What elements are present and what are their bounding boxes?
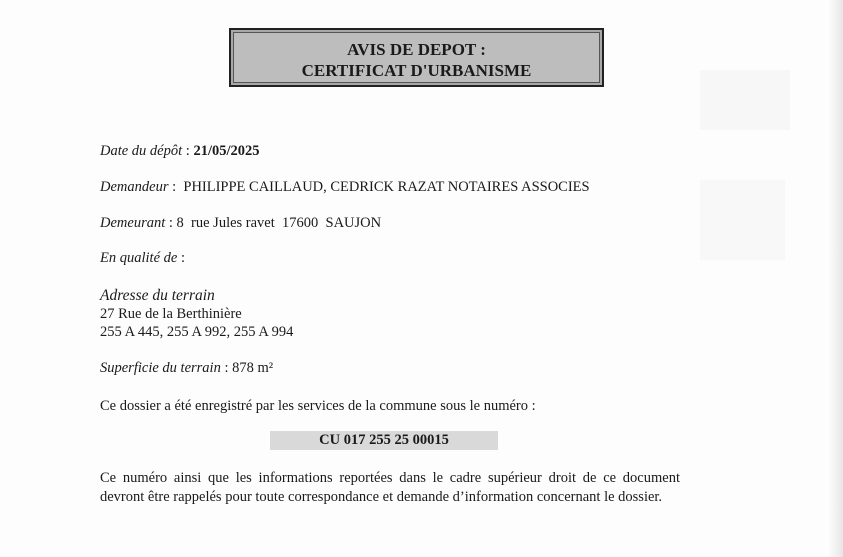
deposit-date-sep: : <box>182 143 194 159</box>
scan-edge-shadow <box>826 0 843 557</box>
title-frame <box>229 28 604 87</box>
residence-value: 8 rue Jules ravet 17600 SAUJON <box>176 215 382 231</box>
capacity-row <box>100 250 185 267</box>
applicant-sep: : <box>168 179 184 195</box>
file-number: CU 017 255 25 00015 <box>270 431 498 450</box>
area-row <box>100 360 273 377</box>
deposit-date-row <box>100 143 260 160</box>
land-address-label: Adresse du terrain <box>100 287 215 304</box>
show-through-block <box>700 180 785 260</box>
residence-row <box>100 215 381 232</box>
applicant-value: PHILIPPE CAILLAUD, CEDRICK RAZAT NOTAIRES ASSOCIES <box>183 179 590 195</box>
land-parcels: 255 A 445, 255 A 992, 255 A 994 <box>100 324 294 340</box>
land-street: 27 Rue de la Berthinière <box>100 306 242 322</box>
applicant-label: Demandeur <box>100 179 169 195</box>
deposit-date-label: Date du dépôt <box>100 143 183 159</box>
title-line-1: AVIS DE DEPOT : <box>347 40 486 59</box>
residence-label: Demeurant <box>100 215 166 231</box>
registration-text: Ce dossier a été enregistré par les services de la commune sous le numéro : <box>100 398 536 414</box>
show-through-block <box>700 70 790 130</box>
area-value: 878 m² <box>232 360 274 376</box>
residence-sep: : <box>165 215 177 231</box>
area-label: Superficie du terrain <box>100 360 221 376</box>
capacity-label: En qualité de <box>100 250 178 266</box>
deposit-date-value: 21/05/2025 <box>193 143 260 159</box>
title-block <box>233 32 600 83</box>
applicant-row <box>100 179 590 196</box>
area-sep: : <box>220 360 233 376</box>
title-line-2: CERTIFICAT D'URBANISME <box>301 61 532 80</box>
capacity-sep: : <box>177 250 185 266</box>
notice-paragraph: Ce numéro ainsi que les informations reportées dans le cadre supérieur droit de ce document devront être rappelés pour toute correspondance et demande d’information concernant le dossier. <box>100 470 680 505</box>
